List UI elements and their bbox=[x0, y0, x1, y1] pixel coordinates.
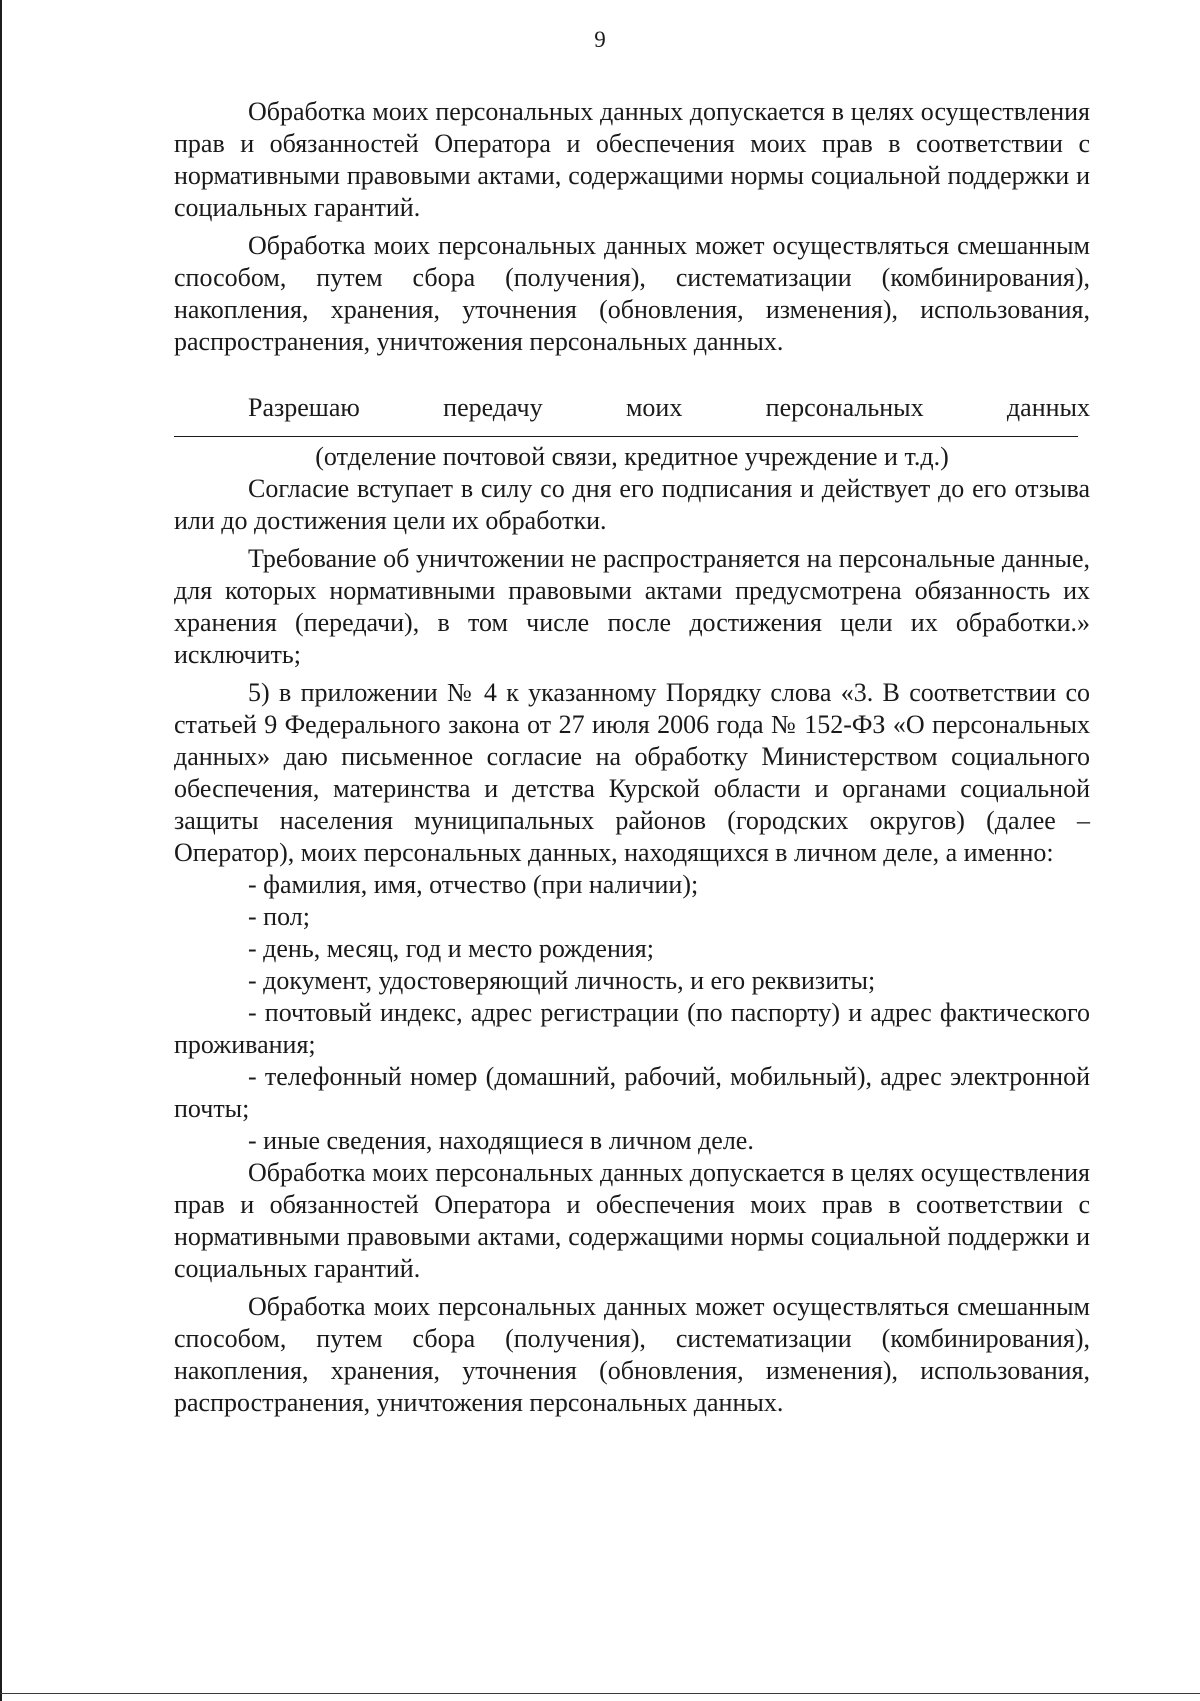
paragraph-processing-method: Обработка моих персональных данных может осуществляться смешанным способом, путем сбора (получения), систематизации (комбинирования), накопления, хранения, уточнения (обновления, изменения), использования, распространения, уничтожения персональных данных. bbox=[174, 231, 1090, 356]
transfer-permission-line: Разрешаю передачу моих персональных данных bbox=[248, 393, 1090, 422]
paragraph-amendment-processing-purpose: Обработка моих персональных данных допускается в целях осуществления прав и обязанностей Оператора и обеспечения моих прав в соответствии с нормативными правовыми актами, содержащими нормы социальной поддержки и социальных гарантий. bbox=[174, 1158, 1090, 1283]
transfer-caption: (отделение почтовой связи, кредитное учреждение и т.д.) bbox=[315, 442, 949, 471]
paragraph-consent-validity: Согласие вступает в силу со дня его подписания и действует до его отзыва или до достижения цели их обработки. bbox=[174, 474, 1090, 535]
document-body-top bbox=[174, 96, 1090, 1419]
list-item: - телефонный номер (домашний, рабочий, мобильный), адрес электронной почты; bbox=[174, 1062, 1090, 1123]
paragraph-processing-purpose: Обработка моих персональных данных допускается в целях осуществления прав и обязанностей Оператора и обеспечения моих прав в соответствии с нормативными правовыми актами, содержащими нормы социальной поддержки и социальных гарантий. bbox=[174, 97, 1090, 222]
scan-edge-bottom bbox=[0, 1693, 1200, 1694]
list-item: - иные сведения, находящиеся в личном деле. bbox=[248, 1126, 754, 1155]
list-item: - документ, удостоверяющий личность, и его реквизиты; bbox=[248, 966, 876, 995]
transfer-fill-line bbox=[174, 436, 1078, 437]
page-number: 9 bbox=[594, 27, 606, 52]
paragraph-amendment-5-intro: 5) в приложении № 4 к указанному Порядку слова «3. В соответствии со статьей 9 Федерального закона от 27 июля 2006 года № 152-ФЗ «О персональных данных» даю письменное согласие на обработку Министерством социального обеспечения, материнства и детства Курской области и органами социальной защиты населения муниципальных районов (городских округов) (далее – Оператор), моих персональных данных, находящихся в личном деле, а именно: bbox=[174, 678, 1090, 867]
list-item: - почтовый индекс, адрес регистрации (по паспорту) и адрес фактического проживания; bbox=[174, 998, 1090, 1059]
list-item: - фамилия, имя, отчество (при наличии); bbox=[248, 870, 699, 899]
list-item: - день, месяц, год и место рождения; bbox=[248, 934, 654, 963]
list-item: - пол; bbox=[248, 902, 310, 931]
paragraph-destruction-requirement: Требование об уничтожении не распространяется на персональные данные, для которых нормативными правовыми актами предусмотрена обязанность их хранения (передачи), в том числе после достижения цели их обработки.» исключить; bbox=[174, 544, 1090, 669]
paragraph-amendment-processing-method: Обработка моих персональных данных может осуществляться смешанным способом, путем сбора (получения), систематизации (комбинирования), накопления, хранения, уточнения (обновления, изменения), использования, распространения, уничтожения персональных данных. bbox=[174, 1292, 1090, 1417]
scan-edge-left bbox=[0, 0, 2, 1701]
